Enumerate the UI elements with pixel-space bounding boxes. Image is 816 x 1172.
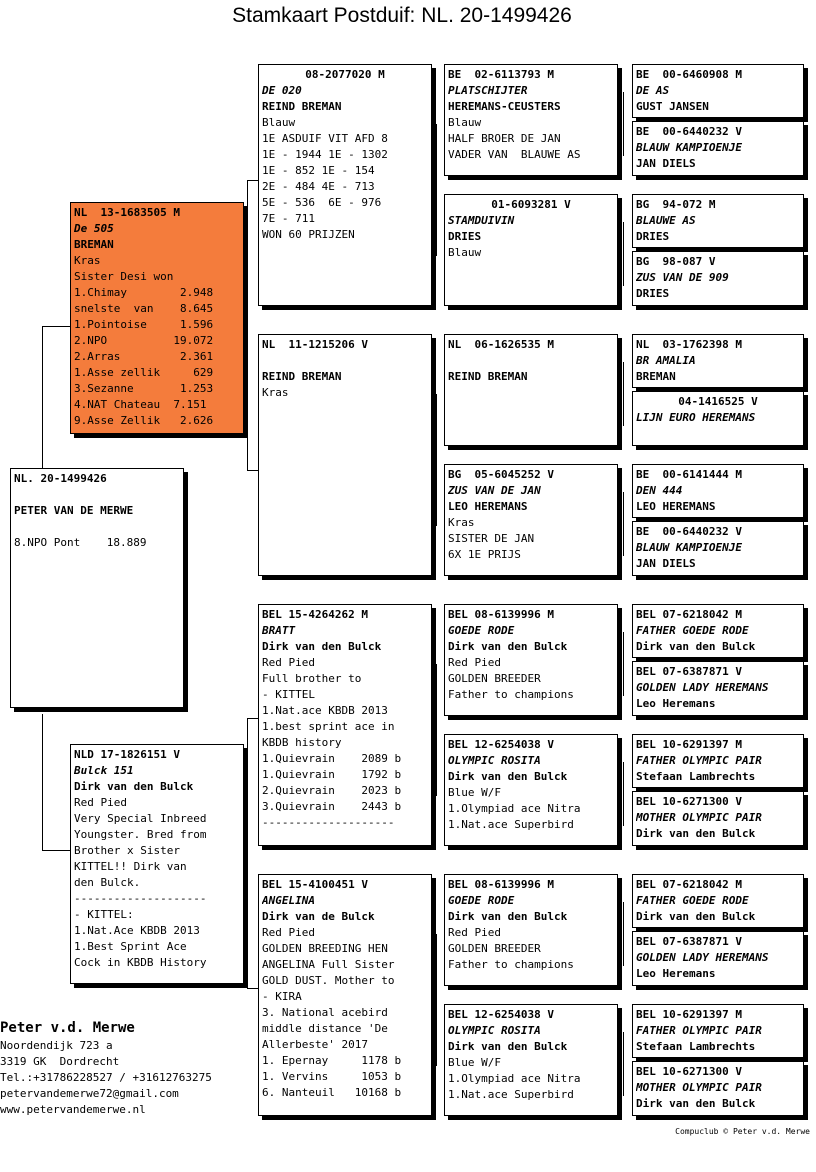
connector — [436, 934, 437, 1066]
card-line: GOLDEN BREEDER — [448, 672, 541, 685]
ring-number: NL 13-1683505 M — [74, 206, 180, 219]
pigeon-name: DE 020 — [262, 84, 302, 97]
breeder-name: LEO HEREMANS — [636, 500, 716, 513]
ring-number: BEL 07-6218042 M — [636, 608, 742, 621]
card-line: Sister Desi won — [74, 270, 174, 283]
breeder-name: Leo Heremans — [636, 697, 716, 710]
pigeon-name: DEN 444 — [636, 484, 683, 497]
pigeon-name: BLAUW KAMPIOENJE — [636, 141, 742, 154]
card-line: Kras — [74, 254, 101, 267]
card-line: KITTEL!! Dirk van — [74, 860, 187, 873]
breeder-name: Leo Heremans — [636, 967, 716, 980]
ring-number: BEL 10-6271300 V — [636, 795, 742, 808]
footer-credit: Compuclub © Peter v.d. Merwe — [675, 1127, 810, 1136]
card-line: 1E - 1944 1E - 1302 — [262, 148, 388, 161]
card-line: 1.Nat.Ace KBDB 2013 — [74, 924, 200, 937]
card-line: 1. Vervins 1053 b — [262, 1070, 402, 1083]
pigeon-name: GOEDE RODE — [448, 624, 515, 637]
breeder-name: DRIES — [636, 287, 670, 300]
pigeon-name: STAMDUIVIN — [448, 214, 515, 227]
owner-name: Peter v.d. Merwe — [0, 1020, 135, 1036]
ring-number: 04-1416525 V — [678, 395, 758, 408]
card-line: den Bulck. — [74, 876, 141, 889]
breeder-name: REIND BREMAN — [448, 370, 528, 383]
card-line: Cock in KBDB History — [74, 956, 207, 969]
breeder-name: BREMAN — [74, 238, 114, 251]
ring-number: NL 03-1762398 M — [636, 338, 742, 351]
pigeon-card-dss[interactable] — [444, 604, 618, 716]
connector — [247, 180, 258, 181]
ring-number: BEL 15-4264262 M — [262, 608, 368, 621]
card-line — [262, 353, 428, 369]
card-line: 1E ASDUIF VIT AFD 8 — [262, 132, 388, 145]
connector — [436, 394, 437, 526]
pigeon-name: BRATT — [262, 624, 296, 637]
pigeon-name: GOEDE RODE — [448, 894, 515, 907]
card-line: GOLDEN BREEDER — [448, 942, 541, 955]
card-line: 1.Quievrain 2089 b — [262, 752, 402, 765]
breeder-name: Dirk van den Bulck — [636, 640, 756, 653]
card-line: snelste van 8.645 — [74, 302, 214, 315]
ring-number: BE 00-6460908 M — [636, 68, 742, 81]
card-line: Youngster. Bred from — [74, 828, 207, 841]
owner-city: 3319 GK Dordrecht — [0, 1055, 120, 1068]
breeder-name: REIND BREMAN — [262, 100, 342, 113]
card-line: Blauw — [448, 116, 482, 129]
pigeon-card-g9[interactable] — [632, 604, 804, 658]
pigeon-name: DE AS — [636, 84, 670, 97]
breeder-name: JAN DIELS — [636, 557, 696, 570]
breeder-name: DRIES — [448, 230, 482, 243]
connector — [623, 762, 624, 826]
pigeon-card-g15[interactable] — [632, 1004, 804, 1058]
pigeon-name: OLYMPIC ROSITA — [448, 754, 541, 767]
pigeon-card-g6[interactable] — [632, 391, 804, 446]
pigeon-name: MOTHER OLYMPIC PAIR — [636, 1081, 762, 1094]
pigeon-card-dam-dam[interactable] — [258, 874, 432, 1116]
card-line: Red Pied — [448, 926, 501, 939]
pigeon-card-sds[interactable] — [444, 334, 618, 446]
pigeon-card-sire-dam[interactable] — [258, 334, 432, 576]
owner-phone: Tel.:+31786228527 / +31612763275 — [0, 1071, 212, 1084]
card-line: Red Pied — [262, 656, 315, 669]
pigeon-card-sire-sire[interactable] — [258, 64, 432, 306]
card-line — [14, 519, 180, 535]
breeder-name: LEO HEREMANS — [448, 500, 528, 513]
ring-number: BEL 08-6139996 M — [448, 608, 554, 621]
pigeon-card-g14[interactable] — [632, 931, 804, 986]
pigeon-name: De 505 — [74, 222, 114, 235]
connector — [247, 988, 258, 989]
ring-number: BEL 10-6271300 V — [636, 1065, 742, 1078]
card-line: Father to champions — [448, 688, 574, 701]
card-line: -------------------- — [74, 892, 207, 905]
card-line: 3. National acebird — [262, 1006, 388, 1019]
pigeon-card-dam[interactable] — [70, 744, 244, 984]
ring-number: BEL 12-6254038 V — [448, 1008, 554, 1021]
card-line: - KITTEL: — [74, 908, 134, 921]
ring-number: BEL 15-4100451 V — [262, 878, 368, 891]
card-line — [448, 353, 614, 369]
ring-number: 01-6093281 V — [491, 198, 571, 211]
card-line: GOLDEN BREEDING HEN — [262, 942, 388, 955]
card-line: 6X 1E PRIJS — [448, 548, 521, 561]
page-title: Stamkaart Postduif: NL. 20-1499426 — [232, 4, 572, 27]
connector — [623, 92, 624, 156]
pigeon-card-dds[interactable] — [444, 874, 618, 986]
card-line: Blauw — [262, 116, 296, 129]
card-line: Blue W/F — [448, 786, 501, 799]
breeder-name: Dirk van den Bulck — [636, 910, 756, 923]
card-line: 8.NPO Pont 18.889 — [14, 536, 147, 549]
card-line: 7E - 711 — [262, 212, 315, 225]
breeder-name: DRIES — [636, 230, 670, 243]
connector — [436, 664, 437, 796]
card-line: Kras — [262, 386, 289, 399]
connector — [623, 362, 624, 426]
pigeon-card-sss[interactable] — [444, 64, 618, 176]
ring-number: BEL 10-6291397 M — [636, 1008, 742, 1021]
card-line: 1.best sprint ace in — [262, 720, 395, 733]
card-line: Full brother to — [262, 672, 362, 685]
card-line: Blue W/F — [448, 1056, 501, 1069]
owner-name: PETER VAN DE MERWE — [14, 504, 134, 517]
connector — [42, 326, 70, 327]
pigeon-card-g8[interactable] — [632, 521, 804, 576]
breeder-name: Dirk van den Bulck — [448, 1040, 568, 1053]
connector — [42, 850, 70, 851]
card-line — [14, 487, 180, 503]
ring-number: BG 94-072 M — [636, 198, 716, 211]
breeder-name: BREMAN — [636, 370, 676, 383]
ring-number: BEL 07-6387871 V — [636, 935, 742, 948]
card-line: 1. Epernay 1178 b — [262, 1054, 402, 1067]
card-line: 2.Quievrain 2023 b — [262, 784, 402, 797]
ring-number: BEL 07-6387871 V — [636, 665, 742, 678]
ring-number: BEL 08-6139996 M — [448, 878, 554, 891]
connector — [623, 492, 624, 556]
owner-info — [0, 1018, 212, 1118]
card-line: -------------------- — [262, 816, 395, 829]
ring-number: BEL 12-6254038 V — [448, 738, 554, 751]
ring-number: NL 11-1215206 V — [262, 338, 368, 351]
card-line: Blauw — [448, 246, 482, 259]
pigeon-card-ddd[interactable] — [444, 1004, 618, 1116]
ring-number: BEL 07-6218042 M — [636, 878, 742, 891]
connector — [42, 326, 43, 468]
card-line: 4.NAT Chateau 7.151 — [74, 398, 207, 411]
ring-number: BE 00-6141444 M — [636, 468, 742, 481]
pigeon-card-g13[interactable] — [632, 874, 804, 928]
owner-email[interactable]: petervandemerwe72@gmail.com — [0, 1087, 179, 1100]
breeder-name: Dirk van de Bulck — [262, 910, 375, 923]
breeder-name: Dirk van den Bulck — [448, 640, 568, 653]
pigeon-card-sire[interactable] — [70, 202, 244, 434]
card-line: 2.NPO 19.072 — [74, 334, 214, 347]
card-line: 1.Olympiad ace Nitra — [448, 1072, 581, 1085]
breeder-name: HEREMANS-CEUSTERS — [448, 100, 561, 113]
card-line: Red Pied — [262, 926, 315, 939]
pigeon-card-g2[interactable] — [632, 121, 804, 176]
pigeon-name: OLYMPIC ROSITA — [448, 1024, 541, 1037]
connector — [247, 718, 248, 988]
ring-number: BG 98-087 V — [636, 255, 716, 268]
ring-number: BG 05-6045252 V — [448, 468, 554, 481]
pigeon-name: ANGELINA — [262, 894, 315, 907]
card-line: Very Special Inbreed — [74, 812, 207, 825]
card-line: middle distance 'De — [262, 1022, 388, 1035]
pigeon-name: FATHER GOEDE RODE — [636, 894, 749, 907]
card-line: - KITTEL — [262, 688, 315, 701]
breeder-name: GUST JANSEN — [636, 100, 709, 113]
ring-number: BE 00-6440232 V — [636, 125, 742, 138]
breeder-name: Dirk van den Bulck — [448, 910, 568, 923]
connector — [623, 902, 624, 966]
pigeon-card-g11[interactable] — [632, 734, 804, 788]
connector — [247, 718, 258, 719]
pigeon-card-g4[interactable] — [632, 251, 804, 306]
breeder-name: REIND BREMAN — [262, 370, 342, 383]
breeder-name: Dirk van den Bulck — [636, 827, 756, 840]
pigeon-card-ssd[interactable] — [444, 194, 618, 306]
pigeon-card-g3[interactable] — [632, 194, 804, 248]
connector — [42, 714, 43, 850]
card-line: Kras — [448, 516, 475, 529]
card-line: Father to champions — [448, 958, 574, 971]
card-line: 6. Nanteuil 10168 b — [262, 1086, 402, 1099]
connector — [623, 222, 624, 286]
pigeon-name: Bulck 151 — [74, 764, 134, 777]
breeder-name: Stefaan Lambrechts — [636, 1040, 756, 1053]
breeder-name: Dirk van den Bulck — [262, 640, 382, 653]
card-line: 2E - 484 4E - 713 — [262, 180, 375, 193]
card-line: Brother x Sister — [74, 844, 180, 857]
pigeon-card-g7[interactable] — [632, 464, 804, 518]
card-line: 1.Nat.ace Superbird — [448, 818, 574, 831]
card-line: - KIRA — [262, 990, 302, 1003]
card-line: 1.Asse zellik 629 — [74, 366, 214, 379]
connector — [623, 632, 624, 696]
pigeon-name: ZUS VAN DE JAN — [448, 484, 541, 497]
owner-website[interactable]: www.petervandemerwe.nl — [0, 1103, 146, 1116]
pigeon-card-g16[interactable] — [632, 1061, 804, 1116]
ring-number: NL. 20-1499426 — [14, 472, 107, 485]
card-line: ANGELINA Full Sister — [262, 958, 395, 971]
pigeon-name: ZUS VAN DE 909 — [636, 271, 729, 284]
pigeon-name: GOLDEN LADY HEREMANS — [636, 681, 769, 694]
card-line: 1.Pointoise 1.596 — [74, 318, 214, 331]
ring-number: 08-2077020 M — [305, 68, 385, 81]
pigeon-name: BR AMALIA — [636, 354, 696, 367]
breeder-name: Dirk van den Bulck — [448, 770, 568, 783]
card-line: 2.Arras 2.361 — [74, 350, 214, 363]
pigeon-card-sdd[interactable] — [444, 464, 618, 576]
card-line: 1.Nat.ace Superbird — [448, 1088, 574, 1101]
card-line: 1.Best Sprint Ace — [74, 940, 187, 953]
pigeon-card-g1[interactable] — [632, 64, 804, 118]
card-line: 9.Asse Zellik 2.626 — [74, 414, 214, 427]
card-line: 1.Nat.ace KBDB 2013 — [262, 704, 388, 717]
pigeon-name: PLATSCHIJTER — [448, 84, 528, 97]
breeder-name: Dirk van den Bulck — [636, 1097, 756, 1110]
pigeon-card-dsd[interactable] — [444, 734, 618, 846]
card-line: HALF BROER DE JAN — [448, 132, 561, 145]
card-line: 1.Quievrain 1792 b — [262, 768, 402, 781]
pigeon-name: FATHER OLYMPIC PAIR — [636, 1024, 762, 1037]
connector — [623, 1032, 624, 1096]
card-line: SISTER DE JAN — [448, 532, 535, 545]
owner-address: Noordendijk 723 a — [0, 1039, 113, 1052]
connector — [247, 180, 248, 470]
pigeon-card-dam-sire[interactable] — [258, 604, 432, 846]
pigeon-name: MOTHER OLYMPIC PAIR — [636, 811, 762, 824]
breeder-name: JAN DIELS — [636, 157, 696, 170]
pigeon-card-g12[interactable] — [632, 791, 804, 846]
card-line: GOLD DUST. Mother to — [262, 974, 395, 987]
pigeon-card-g5[interactable] — [632, 334, 804, 388]
card-line: 5E - 536 6E - 976 — [262, 196, 382, 209]
card-line: 3.Quievrain 2443 b — [262, 800, 402, 813]
ring-number: BE 00-6440232 V — [636, 525, 742, 538]
pigeon-name: FATHER GOEDE RODE — [636, 624, 749, 637]
card-line: VADER VAN BLAUWE AS — [448, 148, 581, 161]
breeder-name: Dirk van den Bulck — [74, 780, 194, 793]
ring-number: NL 06-1626535 M — [448, 338, 554, 351]
card-line: WON 60 PRIJZEN — [262, 228, 355, 241]
card-line: 1E - 852 1E - 154 — [262, 164, 375, 177]
connector — [436, 124, 437, 256]
card-line: 1.Chimay 2.948 — [74, 286, 214, 299]
card-line: Red Pied — [448, 656, 501, 669]
connector — [247, 470, 258, 471]
card-line: 3.Sezanne 1.253 — [74, 382, 214, 395]
card-line: KBDB history — [262, 736, 342, 749]
card-line: Allerbeste' 2017 — [262, 1038, 368, 1051]
card-line: Red Pied — [74, 796, 127, 809]
ring-number: BE 02-6113793 M — [448, 68, 554, 81]
ring-number: NLD 17-1826151 V — [74, 748, 180, 761]
pigeon-name: FATHER OLYMPIC PAIR — [636, 754, 762, 767]
pigeon-card-g10[interactable] — [632, 661, 804, 716]
pigeon-card-subject[interactable] — [10, 468, 184, 708]
pigeon-name: BLAUW KAMPIOENJE — [636, 541, 742, 554]
ring-number: BEL 10-6291397 M — [636, 738, 742, 751]
pigeon-name: GOLDEN LADY HEREMANS — [636, 951, 769, 964]
breeder-name: Stefaan Lambrechts — [636, 770, 756, 783]
pigeon-name: BLAUWE AS — [636, 214, 696, 227]
card-line: 1.Olympiad ace Nitra — [448, 802, 581, 815]
pigeon-name: LIJN EURO HEREMANS — [636, 411, 756, 424]
